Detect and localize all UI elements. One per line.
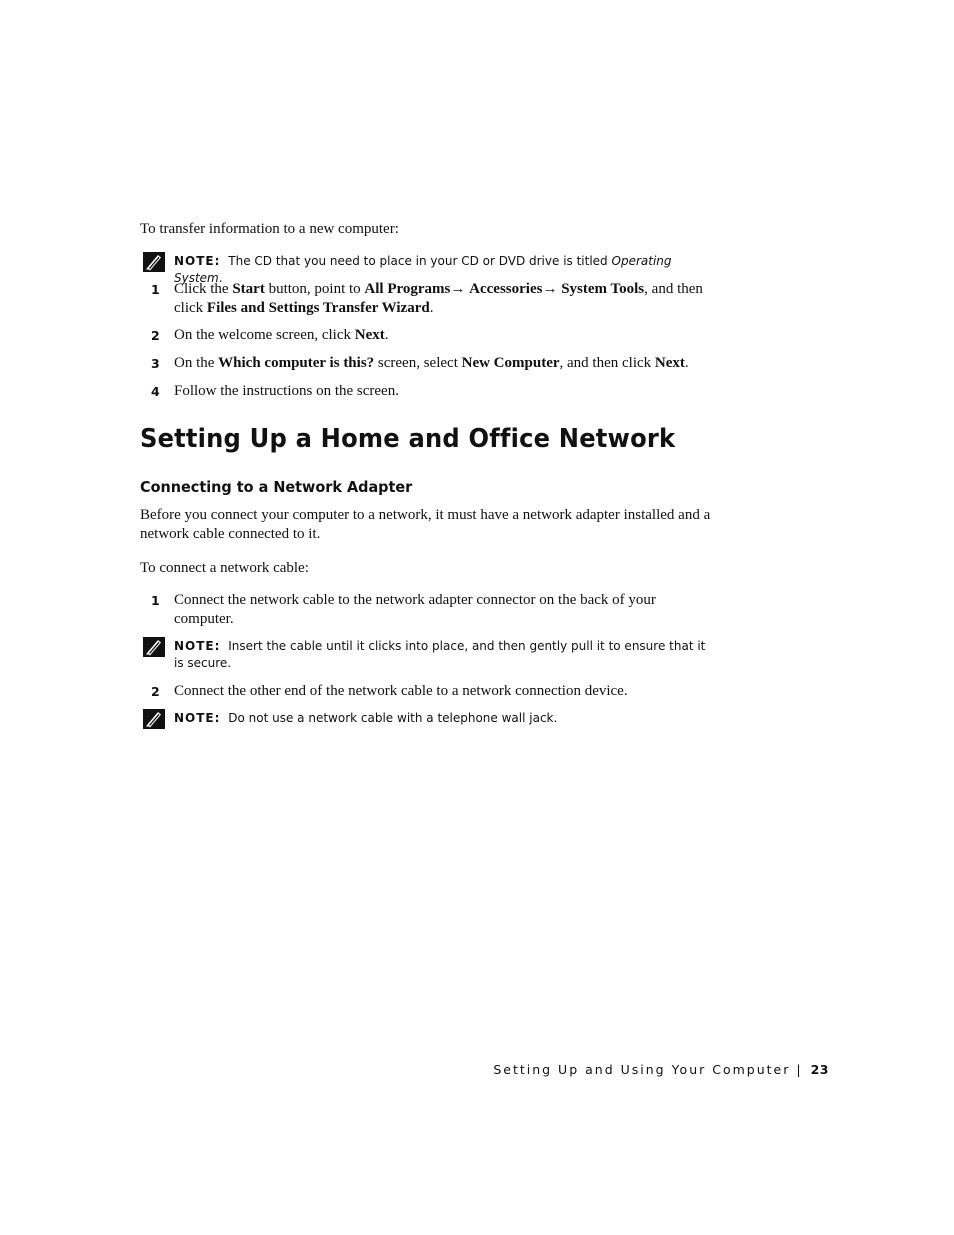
note-pencil-icon [143,252,165,272]
note-label: NOTE: [174,254,221,268]
step-number: 4 [151,384,160,399]
note-pencil-icon [143,637,165,657]
step-number: 3 [151,356,160,371]
note-3: NOTE: Do not use a network cable with a telephone wall jack. [174,711,558,725]
step-text: On the Which computer is this? screen, select New Computer, and then click Next. [174,355,689,371]
note-label: NOTE: [174,711,221,725]
step-text: Connect the other end of the network cable to a network connection device. [174,683,628,699]
body-paragraph: To connect a network cable: [140,560,309,576]
footer-section-title: Setting Up and Using Your Computer [493,1062,791,1077]
note-2: NOTE: Insert the cable until it clicks into place, and then gently pull it to ensure that it is secure. [174,639,706,670]
section-heading: Setting Up a Home and Office Network [140,424,676,454]
step-number: 1 [151,593,160,608]
note-label: NOTE: [174,639,221,653]
page-number: 23 [810,1062,829,1077]
intro-text: To transfer information to a new computer: [140,221,399,237]
step-text: On the welcome screen, click Next. [174,327,389,343]
note-pencil-icon [143,709,165,729]
page-footer [493,1062,829,1077]
subsection-heading: Connecting to a Network Adapter [140,478,413,496]
note-1: NOTE: The CD that you need to place in your CD or DVD drive is titled Operating System. [174,254,672,285]
body-paragraph: Before you connect your computer to a network, it must have a network adapter installed and a network cable connected to it. [140,507,711,542]
step-number: 2 [151,684,160,699]
footer-separator: | [796,1062,803,1077]
step-text: Connect the network cable to the network adapter connector on the back of your computer. [174,592,656,627]
step-number: 1 [151,282,160,297]
step-number: 2 [151,328,160,343]
step-text: Follow the instructions on the screen. [174,383,399,399]
step-text: Click the Start button, point to All Programs→ Accessories→ System Tools, and then click Files and Settings Transfer Wizard. [174,281,703,316]
